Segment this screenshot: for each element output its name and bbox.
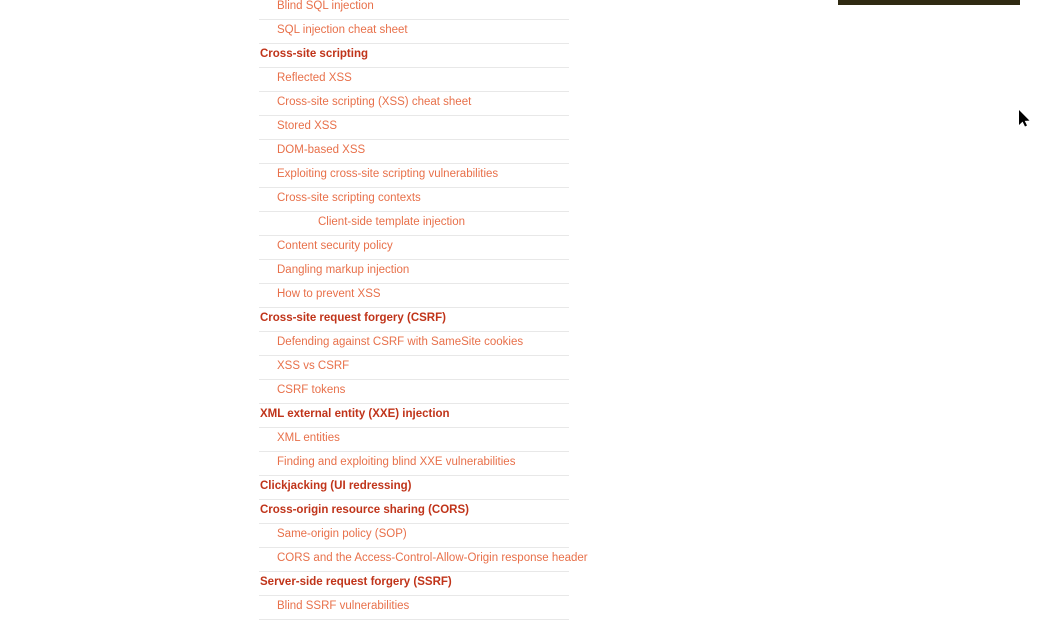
table-of-contents — [259, 0, 588, 620]
toc-item[interactable]: Cross-site scripting (XSS) cheat sheet — [259, 92, 569, 116]
toc-item[interactable]: Cross-site scripting contexts — [259, 188, 569, 212]
toc-item[interactable]: Content security policy — [259, 236, 569, 260]
top-banner-strip — [838, 0, 1020, 5]
toc-item[interactable]: How to prevent XSS — [259, 284, 569, 308]
toc-item[interactable]: Finding and exploiting blind XXE vulnerabilities — [259, 452, 569, 476]
toc-item[interactable]: Defending against CSRF with SameSite cookies — [259, 332, 569, 356]
toc-item[interactable]: DOM-based XSS — [259, 140, 569, 164]
mouse-pointer-icon — [1019, 110, 1031, 127]
toc-item[interactable]: Cross-site request forgery (CSRF) — [259, 308, 569, 332]
toc-item[interactable]: CORS and the Access-Control-Allow-Origin response header — [259, 548, 569, 572]
toc-item[interactable]: XSS vs CSRF — [259, 356, 569, 380]
toc-item[interactable]: SQL injection cheat sheet — [259, 20, 569, 44]
toc-item[interactable]: Blind SSRF vulnerabilities — [259, 596, 569, 620]
toc-item[interactable]: Dangling markup injection — [259, 260, 569, 284]
toc-item[interactable]: Server-side request forgery (SSRF) — [259, 572, 569, 596]
toc-item[interactable]: CSRF tokens — [259, 380, 569, 404]
toc-item[interactable]: Cross-origin resource sharing (CORS) — [259, 500, 569, 524]
toc-item[interactable]: Client-side template injection — [259, 212, 569, 236]
toc-item[interactable]: Reflected XSS — [259, 68, 569, 92]
toc-item[interactable]: Clickjacking (UI redressing) — [259, 476, 569, 500]
toc-item[interactable]: XML entities — [259, 428, 569, 452]
toc-item[interactable]: Cross-site scripting — [259, 44, 569, 68]
toc-item[interactable]: XML external entity (XXE) injection — [259, 404, 569, 428]
toc-item[interactable]: Exploiting cross-site scripting vulnerabilities — [259, 164, 569, 188]
toc-item[interactable]: Same-origin policy (SOP) — [259, 524, 569, 548]
toc-item[interactable]: Blind SQL injection — [259, 0, 569, 20]
toc-item[interactable]: Stored XSS — [259, 116, 569, 140]
